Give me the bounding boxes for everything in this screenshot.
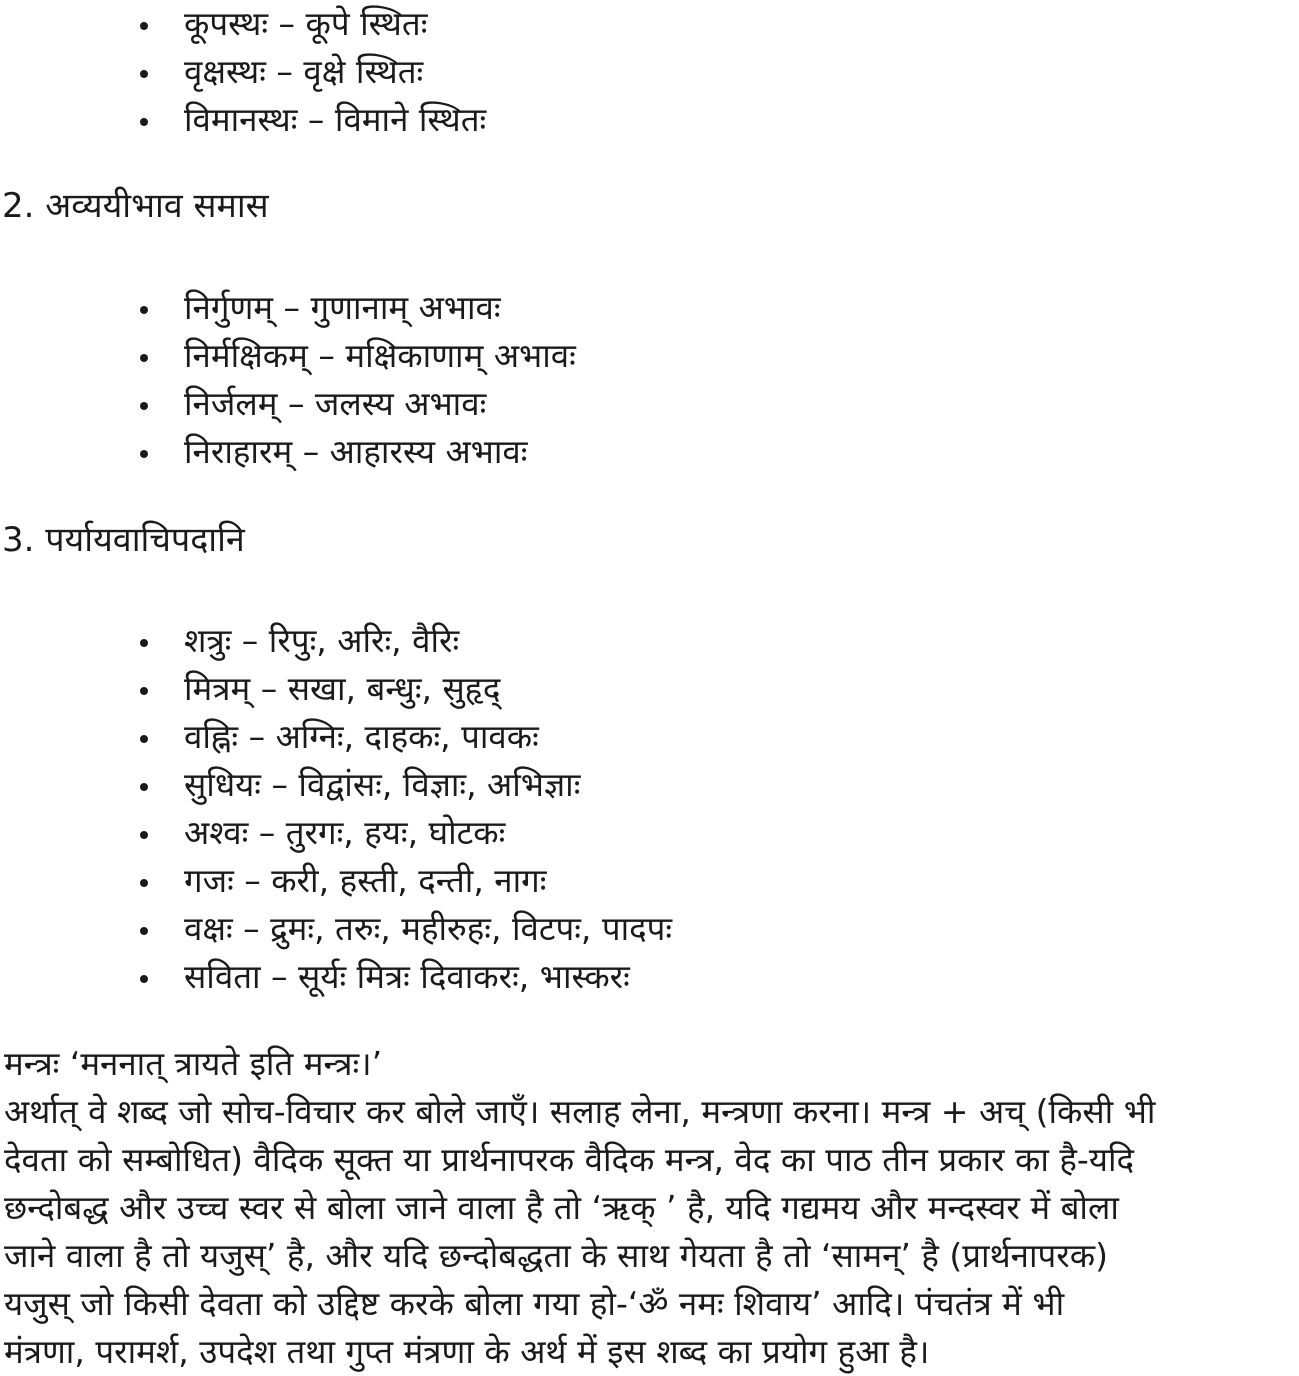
paragraph-line: अर्थात् वे शब्द जो सोच-विचार कर बोले जाएँ। सलाह लेना, मन्त्रणा करना। मन्त्र + अच् (किसी भी bbox=[4, 1092, 1156, 1131]
bullet-dot-icon bbox=[140, 450, 148, 458]
list-item bbox=[130, 96, 486, 144]
list-item bbox=[130, 953, 672, 1001]
list-item-text: निराहारम् – आहारस्य अभावः bbox=[184, 432, 528, 471]
bullet-dot-icon bbox=[140, 639, 148, 647]
section1-list bbox=[130, 0, 486, 144]
list-item-text: मित्रम् – सखा, बन्धुः, सुहृद् bbox=[184, 669, 501, 708]
bullet-dot-icon bbox=[140, 927, 148, 935]
bullet-dot-icon bbox=[140, 118, 148, 126]
list-item bbox=[130, 617, 672, 665]
paragraph-line: यजुस् जो किसी देवता को उद्दिष्ट करके बोला गया हो-‘ॐ नमः शिवाय’ आदि। पंचतंत्र में भी bbox=[4, 1284, 1065, 1323]
list-item bbox=[130, 713, 672, 761]
list-item-text: वक्षः – द्रुमः, तरुः, महीरुहः, विटपः, पादपः bbox=[184, 909, 673, 948]
list-item bbox=[130, 809, 672, 857]
list-item bbox=[130, 284, 576, 332]
list-item-text: विमानस्थः – विमाने स्थितः bbox=[184, 100, 487, 139]
list-item bbox=[130, 665, 672, 713]
bullet-dot-icon bbox=[140, 783, 148, 791]
section2-heading: 2. अव्ययीभाव समास bbox=[2, 186, 269, 226]
list-item bbox=[130, 48, 486, 96]
list-item-text: सुधियः – विद्वांसः, विज्ञाः, अभिज्ञाः bbox=[184, 765, 581, 804]
mantra-paragraph bbox=[4, 1040, 1296, 1376]
list-item bbox=[130, 761, 672, 809]
bullet-dot-icon bbox=[140, 22, 148, 30]
list-item-text: सविता – सूर्यः मित्रः दिवाकरः, भास्करः bbox=[184, 957, 630, 996]
bullet-dot-icon bbox=[140, 306, 148, 314]
list-item-text: वह्निः – अग्निः, दाहकः, पावकः bbox=[184, 717, 539, 756]
bullet-dot-icon bbox=[140, 831, 148, 839]
paragraph-line: मन्त्रः ‘मननात् त्रायते इति मन्त्रः।’ bbox=[4, 1044, 383, 1083]
bullet-dot-icon bbox=[140, 402, 148, 410]
list-item-text: अश्वः – तुरगः, हयः, घोटकः bbox=[184, 813, 506, 852]
list-item bbox=[130, 380, 576, 428]
list-item bbox=[130, 0, 486, 48]
list-item-text: निर्जलम् – जलस्य अभावः bbox=[184, 384, 487, 423]
list-item bbox=[130, 332, 576, 380]
section3-heading: 3. पर्यायवाचिपदानि bbox=[2, 520, 245, 560]
section3-list bbox=[130, 617, 672, 1001]
list-item bbox=[130, 905, 672, 953]
list-item-text: निर्गुणम् – गुणानाम् अभावः bbox=[184, 288, 501, 327]
paragraph-line: छन्दोबद्ध और उच्च स्वर से बोला जाने वाला है तो ‘ऋक् ’ है, यदि गद्यमय और मन्दस्वर में बोला bbox=[4, 1188, 1119, 1227]
list-item-text: शत्रुः – रिपुः, अरिः, वैरिः bbox=[184, 621, 460, 660]
bullet-dot-icon bbox=[140, 70, 148, 78]
paragraph-line: जाने वाला है तो यजुस्’ है, और यदि छन्दोबद्धता के साथ गेयता है तो ‘सामन्’ है (प्रार्थनापरक) bbox=[4, 1236, 1109, 1275]
list-item bbox=[130, 428, 576, 476]
bullet-dot-icon bbox=[140, 879, 148, 887]
bullet-dot-icon bbox=[140, 735, 148, 743]
list-item-text: कूपस्थः – कूपे स्थितः bbox=[184, 4, 428, 43]
list-item bbox=[130, 857, 672, 905]
paragraph-line: देवता को सम्बोधित) वैदिक सूक्त या प्रार्थनापरक वैदिक मन्त्र, वेद का पाठ तीन प्रकार का है-यदि bbox=[4, 1140, 1135, 1179]
paragraph-line: मंत्रणा, परामर्श, उपदेश तथा गुप्त मंत्रणा के अर्थ में इस शब्द का प्रयोग हुआ है। bbox=[4, 1332, 930, 1371]
list-item-text: निर्मक्षिकम् – मक्षिकाणाम् अभावः bbox=[184, 336, 576, 375]
list-item-text: गजः – करी, हस्ती, दन्ती, नागः bbox=[184, 861, 547, 900]
section2-list bbox=[130, 284, 576, 476]
bullet-dot-icon bbox=[140, 354, 148, 362]
bullet-dot-icon bbox=[140, 975, 148, 983]
bullet-dot-icon bbox=[140, 687, 148, 695]
list-item-text: वृक्षस्थः – वृक्षे स्थितः bbox=[184, 52, 424, 91]
